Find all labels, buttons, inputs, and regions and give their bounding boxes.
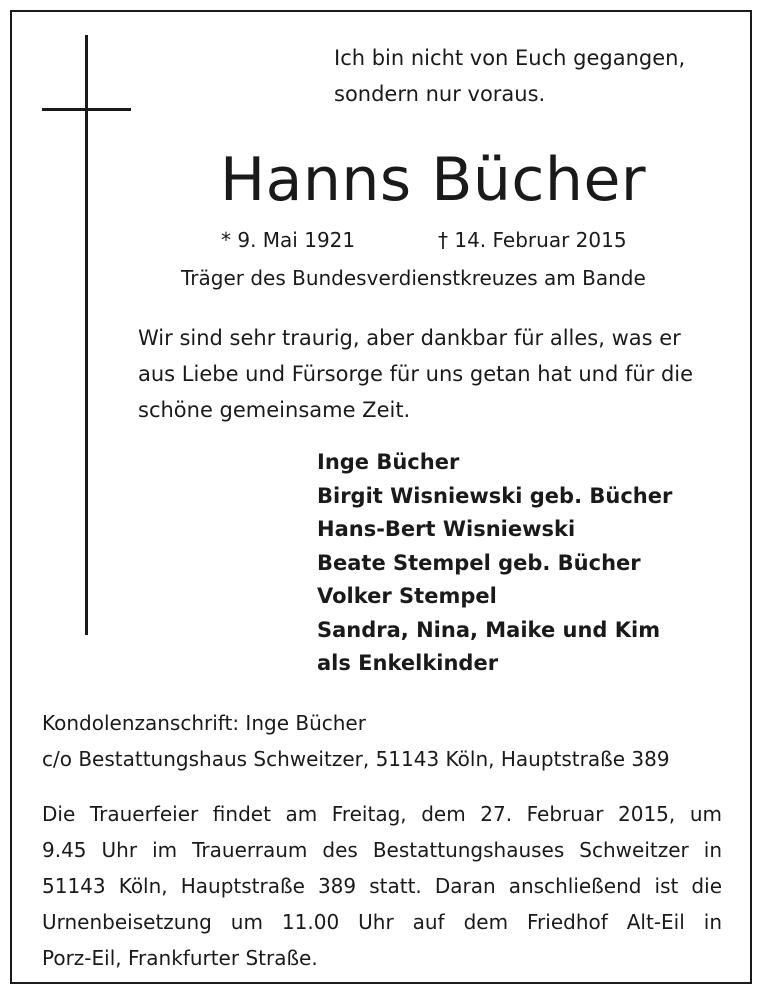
ceremony-line: Die Trauerfeier findet am Freitag, dem 27. Februar 2015, um xyxy=(42,802,722,826)
mourner-name: Hans-Bert Wisniewski xyxy=(317,517,576,541)
mourning-message xyxy=(138,320,738,428)
ceremony-line: Urnenbeisetzung um 11.00 Uhr auf dem Friedhof Alt-Eil in xyxy=(42,910,722,934)
quote-line: sondern nur voraus. xyxy=(334,82,546,106)
condolence-address xyxy=(42,705,670,777)
message-line: Wir sind sehr traurig, aber dankbar für alles, was er xyxy=(138,326,681,350)
death-date: † 14. Februar 2015 xyxy=(438,228,627,252)
cross-icon-horizontal-bar xyxy=(42,108,131,111)
ceremony-line: 51143 Köln, Hauptstraße 389 statt. Daran anschließend ist die xyxy=(42,874,722,898)
mourners-list xyxy=(317,446,672,681)
birth-date: * 9. Mai 1921 xyxy=(221,228,356,252)
mourner-name: Birgit Wisniewski geb. Bücher xyxy=(317,483,673,508)
message-line: schöne gemeinsame Zeit. xyxy=(138,398,411,422)
opening-quote xyxy=(334,40,685,112)
mourner-name: als Enkelkinder xyxy=(317,651,499,675)
quote-line: Ich bin nicht von Euch gegangen, xyxy=(334,46,686,70)
condolence-line: c/o Bestattungshaus Schweitzer, 51143 Köln, Hauptstraße 389 xyxy=(42,747,670,771)
mourner-name: Volker Stempel xyxy=(317,584,497,608)
message-line: aus Liebe und Fürsorge für uns getan hat und für die xyxy=(138,362,694,386)
honor-line: Träger des Bundesverdienstkreuzes am Bande xyxy=(181,266,646,290)
deceased-name: Hanns Bücher xyxy=(219,145,647,215)
funeral-ceremony-details xyxy=(42,796,722,976)
mourner-name: Beate Stempel geb. Bücher xyxy=(317,550,641,575)
ceremony-line: 9.45 Uhr im Trauerraum des Bestattungshauses Schweitzer in xyxy=(42,838,722,862)
cross-icon-vertical-bar xyxy=(85,35,88,635)
ceremony-line: Porz-Eil, Frankfurter Straße. xyxy=(42,946,318,970)
mourner-name: Inge Bücher xyxy=(317,450,460,474)
condolence-line: Kondolenzanschrift: Inge Bücher xyxy=(42,711,366,735)
mourner-name: Sandra, Nina, Maike und Kim xyxy=(317,617,661,642)
